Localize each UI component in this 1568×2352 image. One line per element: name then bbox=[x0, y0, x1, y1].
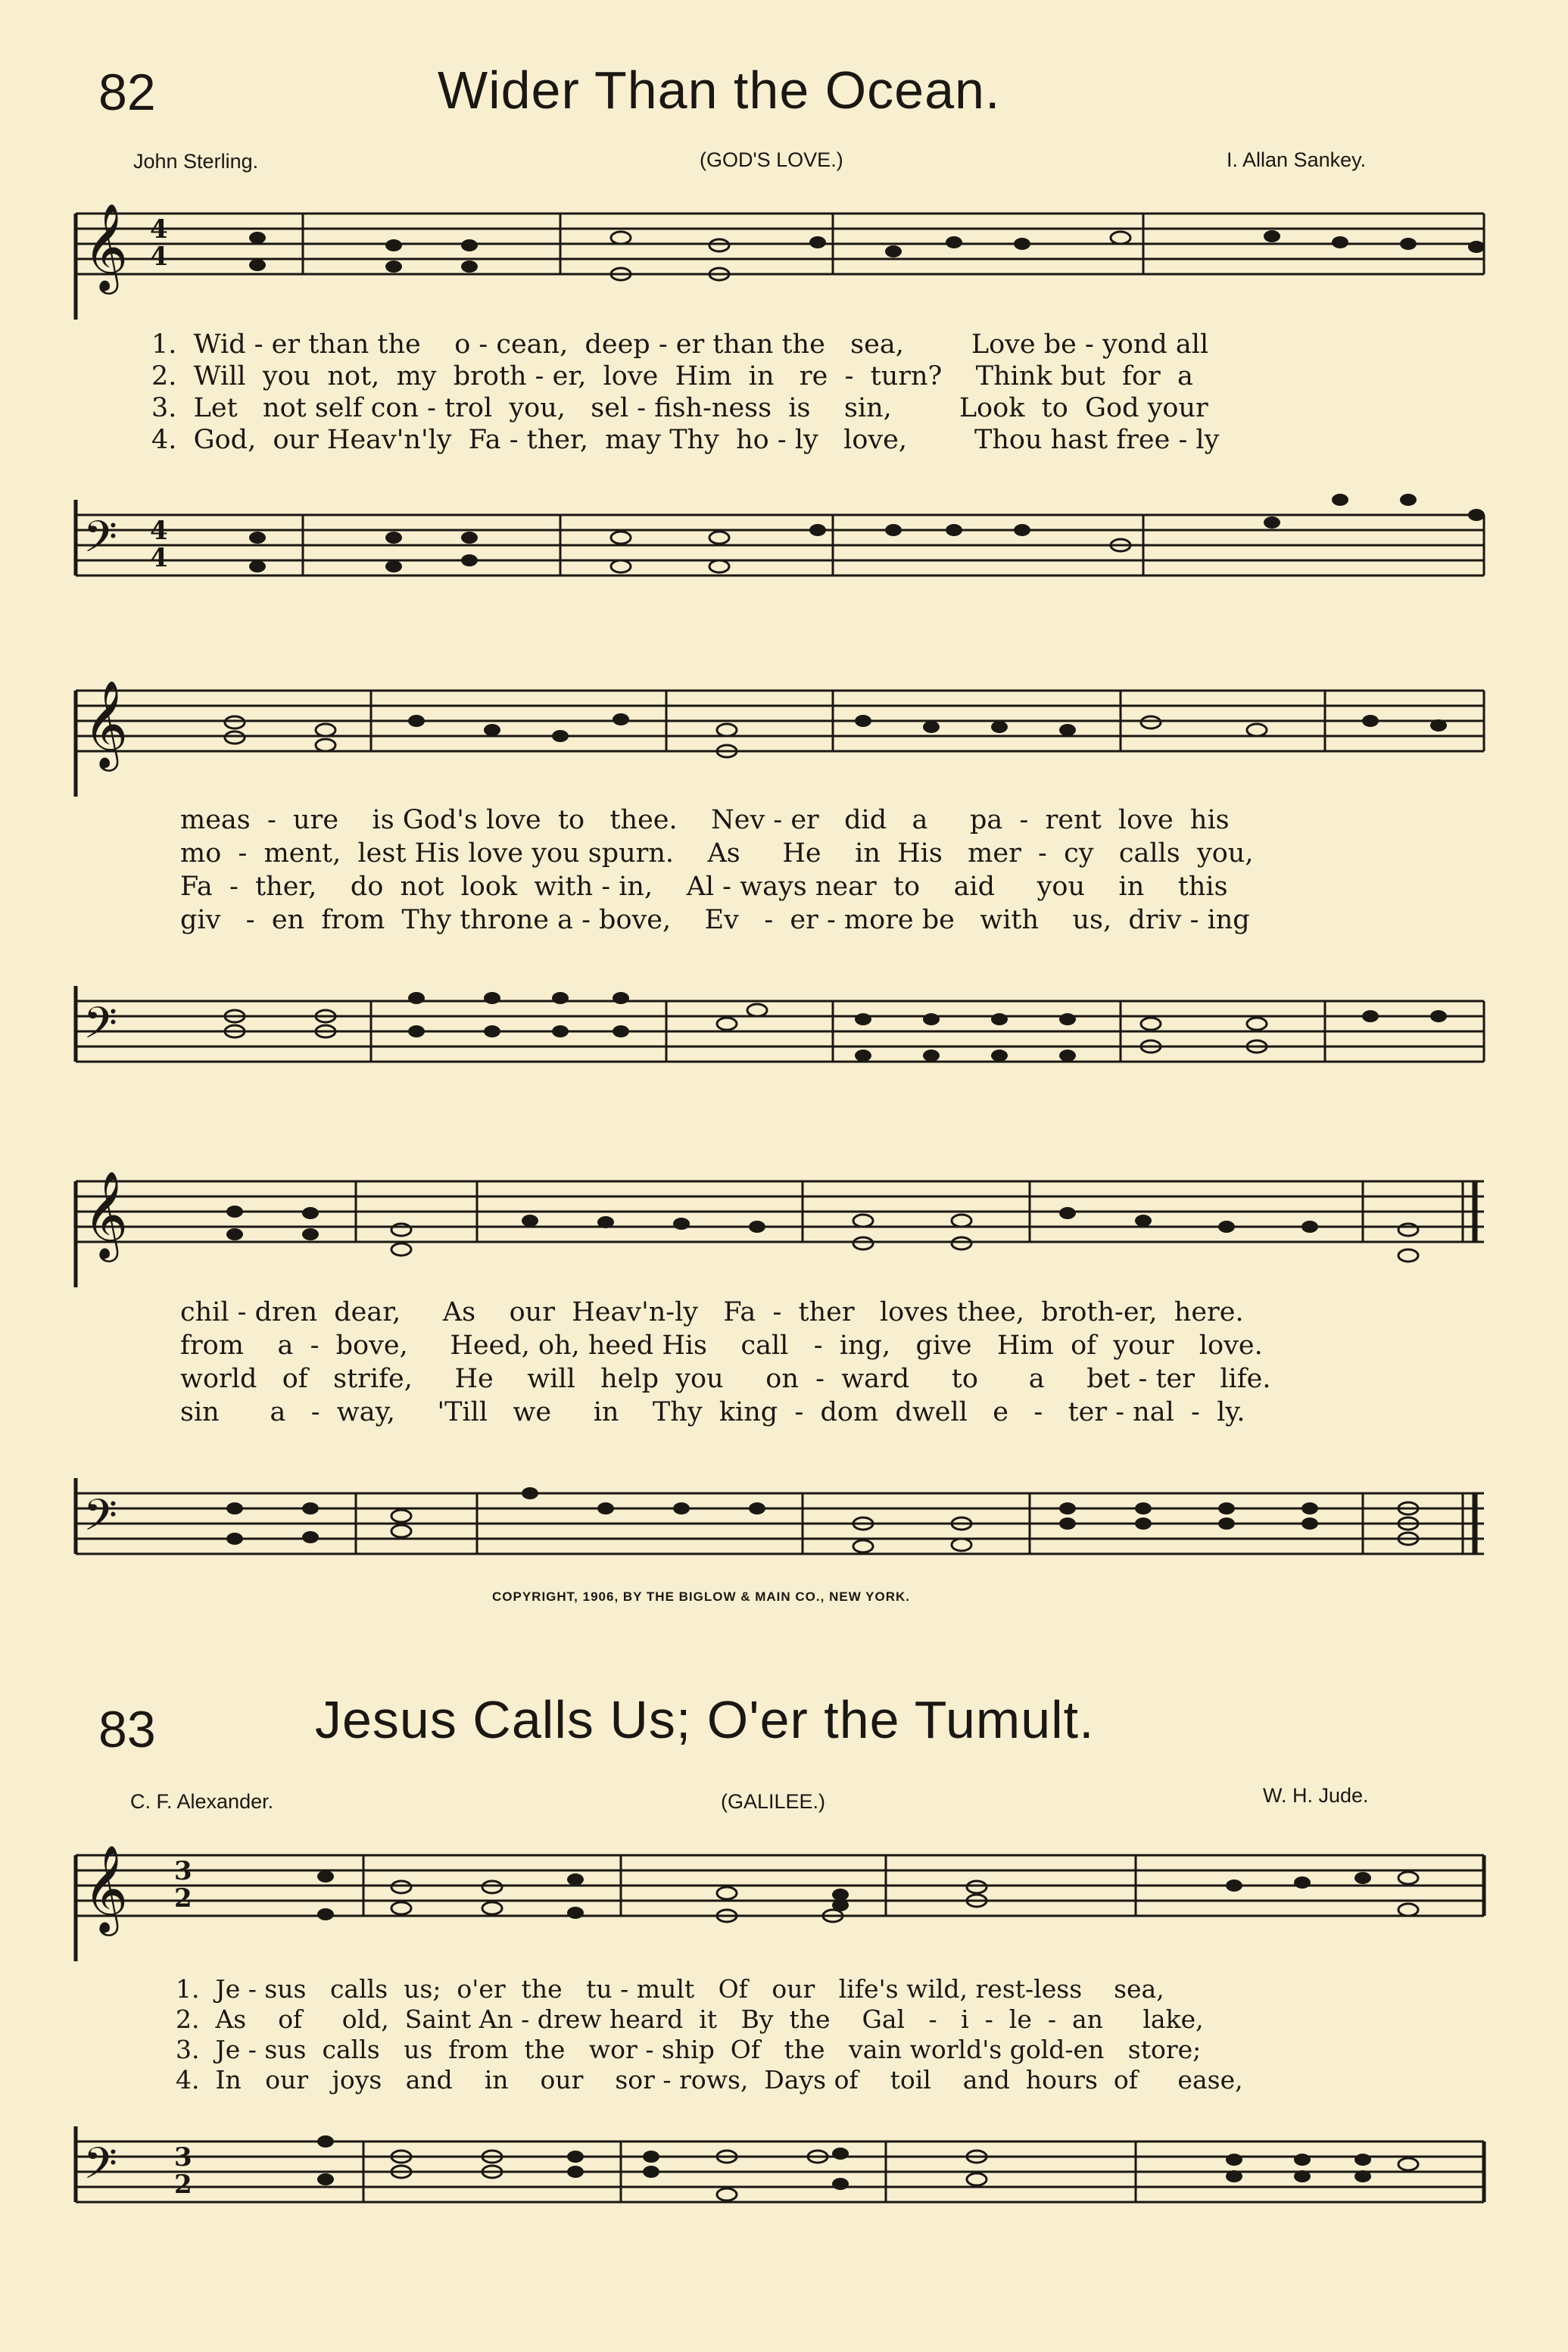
author-credit: C. F. Alexander. bbox=[130, 1790, 274, 1813]
lyric-line: giv - en from Thy throne a - bove, Ev - er - more be with us, driv - ing bbox=[180, 905, 1250, 935]
composer-credit: W. H. Jude. bbox=[1263, 1784, 1369, 1807]
lyric-line: from a - bove, Heed, oh, heed His call - ing, give Him of your love. bbox=[180, 1330, 1263, 1361]
svg-text:3: 3 bbox=[174, 2142, 192, 2173]
hymn-title: Wider Than the Ocean. bbox=[438, 61, 1001, 120]
author-credit: John Sterling. bbox=[133, 150, 259, 173]
svg-text:𝄞: 𝄞 bbox=[83, 202, 129, 291]
svg-text:3: 3 bbox=[174, 1856, 192, 1886]
svg-text:4: 4 bbox=[150, 516, 168, 546]
bass-staff bbox=[76, 500, 1484, 613]
svg-text:𝄢: 𝄢 bbox=[83, 511, 118, 573]
svg-text:4: 4 bbox=[150, 242, 168, 272]
tune-name: (GALILEE.) bbox=[721, 1790, 826, 1813]
svg-text:𝄞: 𝄞 bbox=[83, 1170, 129, 1259]
hymn-number: 82 bbox=[98, 64, 156, 121]
treble-staff bbox=[76, 1840, 1484, 1961]
lyric-line: mo - ment, lest His love you spurn. As He in His mer - cy calls you, bbox=[180, 838, 1254, 869]
treble-staff bbox=[76, 198, 1484, 320]
lyric-line: Fa - ther, do not look with - in, Al - ways near to aid you in this bbox=[180, 872, 1228, 902]
treble-staff bbox=[76, 1166, 1484, 1287]
lyric-line: 1. Je - sus calls us; o'er the tu - mult Of our life's wild, rest-less sea, bbox=[176, 1974, 1164, 2004]
lyric-line: 4. In our joys and in our sor - rows, Days of toil and hours of ease, bbox=[176, 2065, 1243, 2095]
lyric-line: 2. Will you not, my broth - er, love Him in re - turn? Think but for a bbox=[151, 361, 1193, 391]
svg-text:𝄞: 𝄞 bbox=[83, 679, 129, 768]
svg-text:𝄢: 𝄢 bbox=[83, 1489, 118, 1552]
svg-text:4: 4 bbox=[150, 543, 168, 573]
hymn-number: 83 bbox=[98, 1701, 156, 1758]
bass-staff bbox=[76, 2126, 1484, 2240]
treble-staff bbox=[76, 675, 1484, 797]
lyric-line: chil - dren dear, As our Heav'n-ly Fa - ther loves thee, broth-er, here. bbox=[180, 1297, 1244, 1327]
svg-text:4: 4 bbox=[150, 214, 168, 245]
lyric-line: 4. God, our Heav'n'ly Fa - ther, may Thy ho - ly love, Thou hast free - ly bbox=[151, 425, 1220, 455]
svg-text:𝄞: 𝄞 bbox=[83, 1844, 129, 1932]
tune-name: (GOD'S LOVE.) bbox=[700, 148, 843, 171]
lyric-line: meas - ure is God's love to thee. Nev - er did a pa - rent love his bbox=[180, 805, 1230, 835]
lyric-line: 1. Wid - er than the o - cean, deep - er than the sea, Love be - yond all bbox=[151, 329, 1209, 360]
lyric-line: 3. Let not self con - trol you, sel - fish-ness is sin, Look to God your bbox=[151, 393, 1208, 423]
svg-text:𝄢: 𝄢 bbox=[83, 2138, 118, 2200]
lyric-line: 2. As of old, Saint An - drew heard it By the Gal - i - le - an lake, bbox=[176, 2004, 1204, 2034]
svg-text:𝄢: 𝄢 bbox=[83, 997, 118, 1059]
hymn-title: Jesus Calls Us; O'er the Tumult. bbox=[315, 1690, 1095, 1749]
copyright-notice: COPYRIGHT, 1906, BY THE BIGLOW & MAIN CO., NEW YORK. bbox=[492, 1589, 910, 1604]
svg-text:2: 2 bbox=[174, 1883, 192, 1914]
svg-text:2: 2 bbox=[174, 2170, 192, 2200]
lyric-line: sin a - way, 'Till we in Thy king - dom dwell e - ter - nal - ly. bbox=[180, 1397, 1245, 1427]
bass-staff bbox=[76, 986, 1484, 1100]
composer-credit: I. Allan Sankey. bbox=[1227, 148, 1367, 171]
lyric-line: world of strife, He will help you on - ward to a bet - ter life. bbox=[180, 1364, 1271, 1394]
bass-staff bbox=[76, 1478, 1484, 1592]
lyric-line: 3. Je - sus calls us from the wor - ship Of the vain world's gold-en store; bbox=[176, 2035, 1202, 2064]
